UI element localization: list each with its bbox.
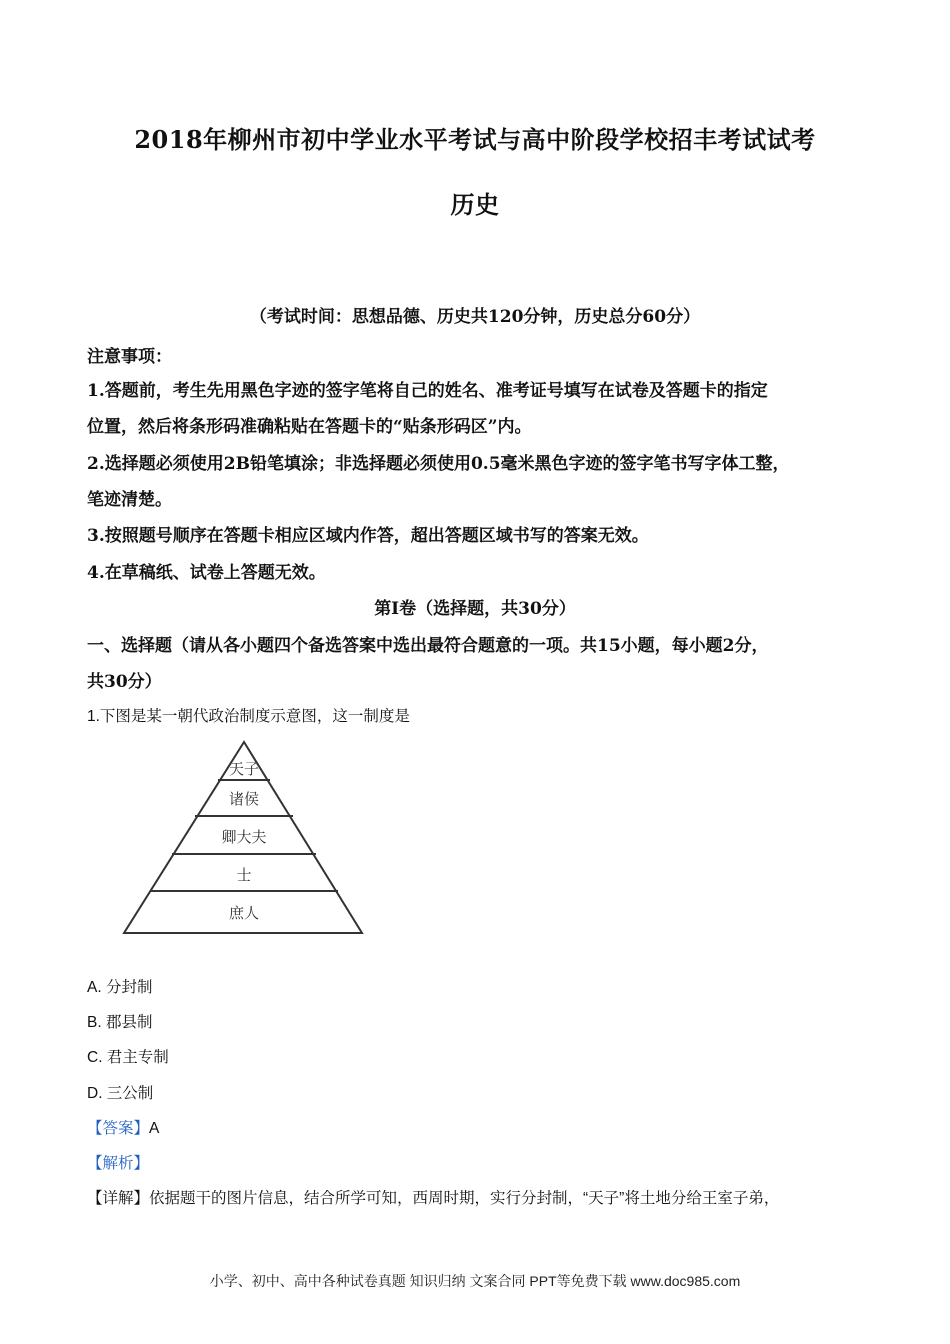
option-d: D. 三公制 — [87, 1085, 154, 1102]
answer-line — [87, 1116, 159, 1138]
section-instructions-line-1: 一、选择题（请从各小题四个备选答案中选出最符合题意的一项。共15小题，每小题2分， — [87, 636, 769, 656]
exam-time-info: （考试时间：思想品德、历史共120分钟，历史总分60分） — [249, 307, 701, 327]
subject-title: 历史 — [450, 190, 500, 219]
option-c: C. 君主专制 — [87, 1049, 169, 1066]
note-1-line-2: 位置，然后将条形码准确粘贴在答题卡的“贴条形码区”内。 — [87, 417, 532, 437]
detail-text: 【详解】依据题干的图片信息，结合所学可知，西周时期，实行分封制，“天子”将土地分给王室子弟， — [87, 1190, 780, 1207]
feudal-pyramid-diagram — [120, 738, 370, 938]
pyramid-label-zhuhou: 诸侯 — [228, 790, 260, 808]
note-1-line-1: 1.答题前，考生先用黑色字迹的签字笔将自己的姓名、准考证号填写在试卷及答题卡的指定 — [87, 381, 768, 401]
option-b: B. 郡县制 — [87, 1014, 153, 1031]
notes-heading: 注意事项： — [87, 347, 172, 367]
option-a: A. 分封制 — [87, 979, 153, 996]
pyramid-label-shi: 士 — [236, 866, 252, 884]
exam-title: 2018年柳州市初中学业水平考试与高中阶段学校招丰考试试考 — [134, 125, 816, 154]
question-1-stem: 1.下图是某一朝代政治制度示意图，这一制度是 — [87, 708, 410, 725]
note-2-line-1: 2.选择题必须使用2B铅笔填涂；非选择题必须使用0.5毫米黑色字迹的签字笔书写字体工整， — [87, 454, 790, 474]
analysis-tag: 【解析】 — [87, 1155, 150, 1172]
section-instructions-line-2: 共30分） — [87, 672, 162, 692]
note-4: 4.在草稿纸、试卷上答题无效。 — [87, 563, 326, 583]
answer-value: A — [149, 1120, 160, 1137]
pyramid-label-shuren: 庶人 — [228, 904, 260, 922]
pyramid-label-qingdafu: 卿大夫 — [221, 828, 267, 846]
section-title: 第Ⅰ卷（选择题，共30分） — [374, 599, 576, 619]
page-footer: 小学、初中、高中各种试卷真题 知识归纳 文案合同 PPT等免费下载 www.doc985.com — [209, 1273, 741, 1289]
note-3: 3.按照题号顺序在答题卡相应区域内作答，超出答题区域书写的答案无效。 — [87, 526, 649, 546]
note-2-line-2: 笔迹清楚。 — [87, 490, 172, 510]
answer-tag: 【答案】 — [87, 1120, 150, 1137]
pyramid-label-tianzi: 天子 — [228, 760, 260, 778]
